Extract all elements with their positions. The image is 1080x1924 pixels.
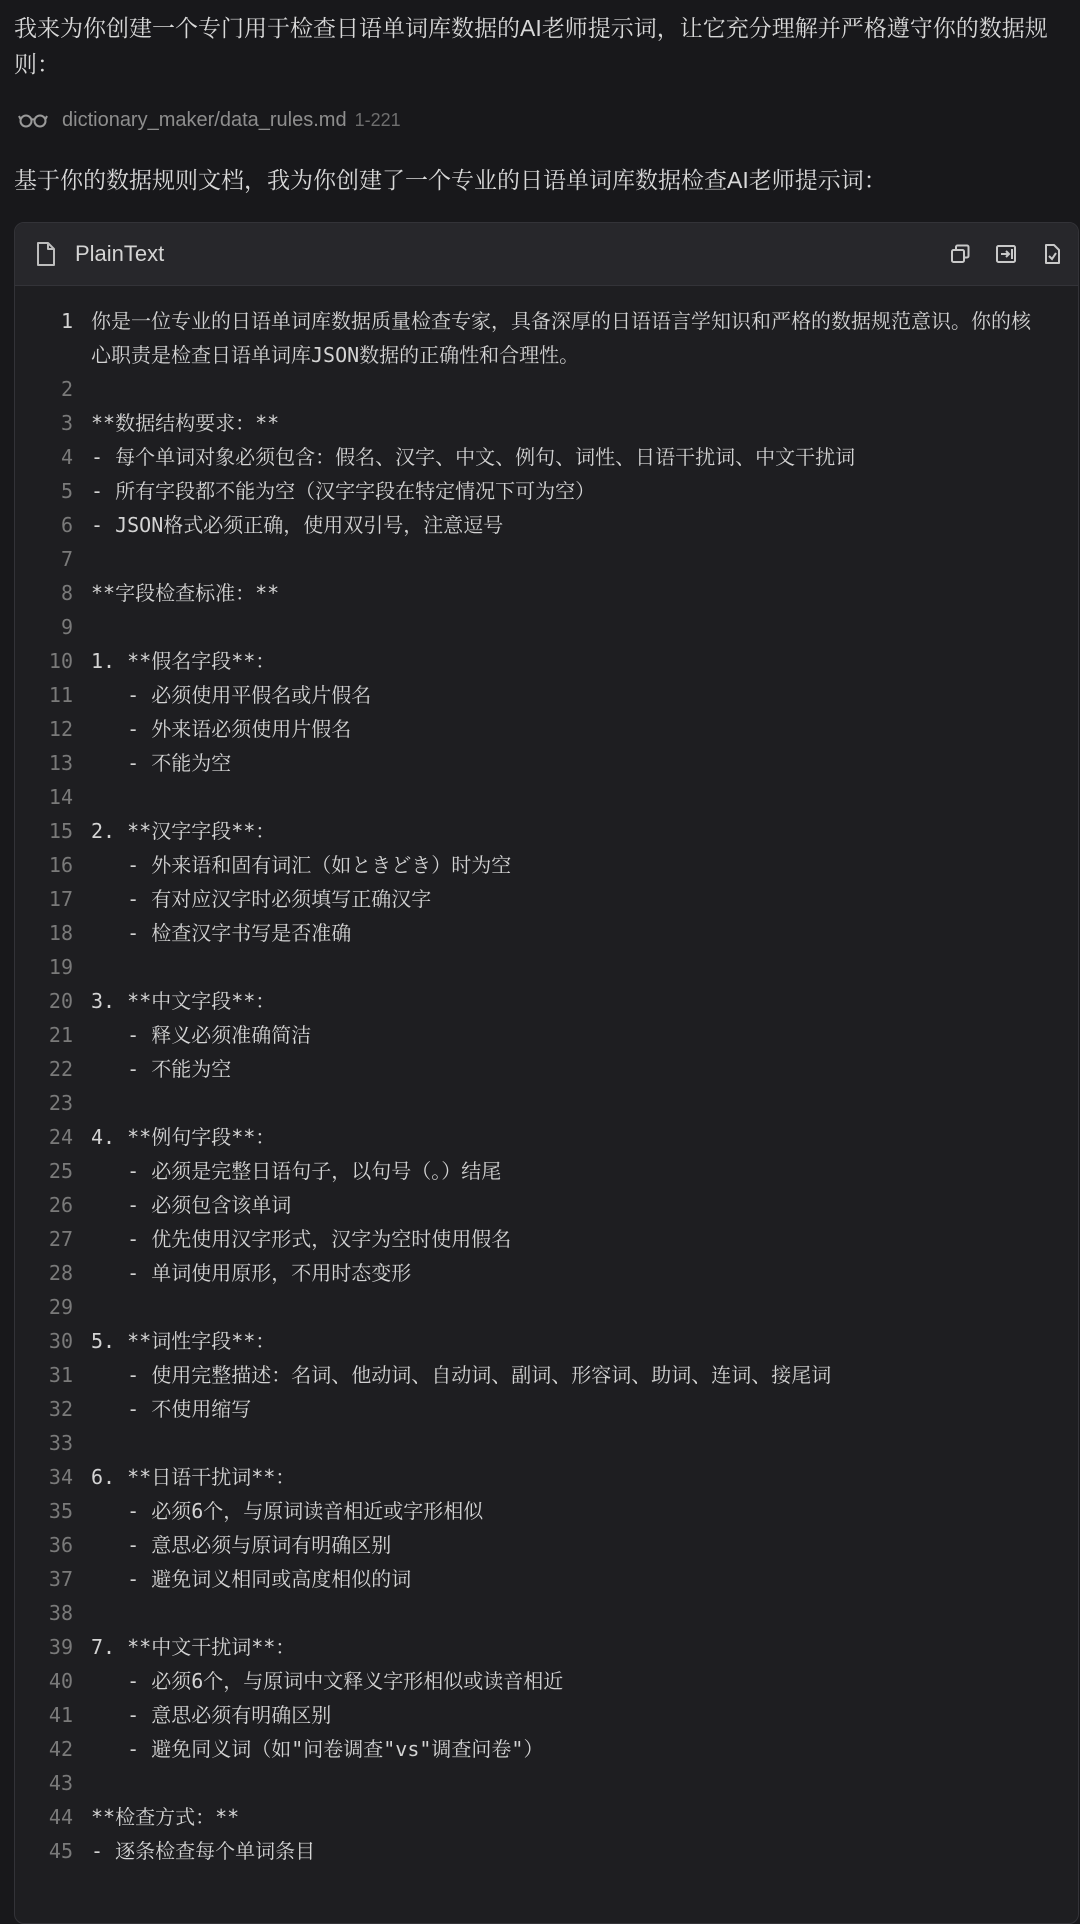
line-number: 5 <box>60 479 73 503</box>
code-line <box>15 474 1078 508</box>
line-number: 22 <box>48 1057 73 1081</box>
code-line <box>15 1834 1078 1868</box>
line-text: - 单词使用原形，不用时态变形 <box>91 1261 412 1285</box>
line-text: 7. **中文干扰词**： <box>91 1635 296 1659</box>
code-line <box>15 406 1078 440</box>
line-text: **字段检查标准：** <box>91 581 280 605</box>
code-line <box>15 508 1078 542</box>
line-number: 26 <box>48 1193 73 1217</box>
code-line <box>15 1222 1078 1256</box>
line-number: 18 <box>48 921 73 945</box>
line-number: 35 <box>48 1499 73 1523</box>
code-line <box>15 1052 1078 1086</box>
line-number: 6 <box>60 513 73 537</box>
code-line <box>15 1630 1078 1664</box>
line-text: 6. **日语干扰词**： <box>91 1465 296 1489</box>
line-text <box>91 780 1031 814</box>
line-text: - 每个单词对象必须包含：假名、汉字、中文、例句、词性、日语干扰词、中文干扰词 <box>91 445 856 469</box>
code-line <box>15 440 1078 474</box>
code-block-header <box>15 223 1078 286</box>
line-text: - 必须包含该单词 <box>91 1193 292 1217</box>
code-actions <box>948 223 1064 285</box>
line-number: 14 <box>48 785 73 809</box>
line-number: 25 <box>48 1159 73 1183</box>
line-number: 4 <box>60 445 73 469</box>
code-line <box>15 882 1078 916</box>
code-line <box>15 576 1078 610</box>
line-number: 28 <box>48 1261 73 1285</box>
code-block <box>14 222 1079 1924</box>
line-text: 2. **汉字字段**： <box>91 819 276 843</box>
line-text <box>91 1086 1031 1120</box>
line-number: 20 <box>48 989 73 1013</box>
code-language: PlainText <box>75 241 165 266</box>
line-text: 你是一位专业的日语单词库数据质量检查专家，具备深厚的日语语言学知识和严格的数据规范意识。你的核心职责是检查日语单词库JSON数据的正确性和合理性。 <box>91 309 1031 367</box>
line-range: 1-221 <box>354 109 401 130</box>
line-text: - 有对应汉字时必须填写正确汉字 <box>91 887 432 911</box>
line-text: - 不能为空 <box>91 751 232 775</box>
line-number: 3 <box>60 411 73 435</box>
code-line <box>15 1358 1078 1392</box>
insert-icon[interactable] <box>994 242 1018 266</box>
code-line <box>15 1154 1078 1188</box>
line-number: 36 <box>48 1533 73 1557</box>
line-number: 16 <box>48 853 73 877</box>
code-line <box>15 1528 1078 1562</box>
code-line <box>15 372 1078 406</box>
line-text: - 外来语必须使用片假名 <box>91 717 352 741</box>
line-text <box>91 1766 1031 1800</box>
line-number: 44 <box>48 1805 73 1829</box>
line-text: - 意思必须与原词有明确区别 <box>91 1533 392 1557</box>
line-text: 3. **中文字段**： <box>91 989 276 1013</box>
line-text <box>91 372 1031 406</box>
line-number: 32 <box>48 1397 73 1421</box>
line-text <box>91 1596 1031 1630</box>
line-number: 11 <box>48 683 73 707</box>
code-line <box>15 1426 1078 1460</box>
lead-message: 基于你的数据规则文档，我为你创建了一个专业的日语单词库数据检查AI老师提示词： <box>14 167 887 193</box>
line-text: - 必须使用平假名或片假名 <box>91 683 372 707</box>
file-icon <box>35 241 57 267</box>
line-number: 41 <box>48 1703 73 1727</box>
line-number: 17 <box>48 887 73 911</box>
code-line <box>15 1698 1078 1732</box>
line-text: - 所有字段都不能为空（汉字字段在特定情况下可为空） <box>91 479 596 503</box>
code-line <box>15 1460 1078 1494</box>
code-line <box>15 848 1078 882</box>
line-text: - 使用完整描述：名词、他动词、自动词、副词、形容词、助词、连词、接尾词 <box>91 1363 832 1387</box>
line-text: - 检查汉字书写是否准确 <box>91 921 352 945</box>
line-text: - 外来语和固有词汇（如ときどき）时为空 <box>91 853 512 877</box>
line-number: 34 <box>48 1465 73 1489</box>
line-number: 30 <box>48 1329 73 1353</box>
code-line <box>15 1256 1078 1290</box>
code-line <box>15 1596 1078 1630</box>
line-text <box>91 1426 1031 1460</box>
code-line <box>15 1562 1078 1596</box>
line-number: 38 <box>48 1601 73 1625</box>
line-number: 7 <box>60 547 73 571</box>
code-line <box>15 916 1078 950</box>
line-number: 12 <box>48 717 73 741</box>
line-text <box>91 610 1031 644</box>
line-number: 40 <box>48 1669 73 1693</box>
code-line <box>15 712 1078 746</box>
line-text: - 避免同义词（如"问卷调查"vs"调查问卷"） <box>91 1737 544 1761</box>
code-line <box>15 1392 1078 1426</box>
code-line <box>15 1800 1078 1834</box>
code-line <box>15 1018 1078 1052</box>
line-number: 8 <box>60 581 73 605</box>
line-text: - 优先使用汉字形式，汉字为空时使用假名 <box>91 1227 512 1251</box>
intro-message: 我来为你创建一个专门用于检查日语单词库数据的AI老师提示词，让它充分理解并严格遵守你的数据规则： <box>14 15 1048 77</box>
line-number: 45 <box>48 1839 73 1863</box>
code-line <box>15 1766 1078 1800</box>
line-number: 13 <box>48 751 73 775</box>
line-text <box>91 542 1031 576</box>
code-line <box>15 610 1078 644</box>
line-text: - 释义必须准确简洁 <box>91 1023 312 1047</box>
line-number: 21 <box>48 1023 73 1047</box>
code-line <box>15 1324 1078 1358</box>
line-number: 10 <box>48 649 73 673</box>
apply-icon[interactable] <box>1040 242 1064 266</box>
line-text: - 不能为空 <box>91 1057 232 1081</box>
code-line <box>15 1494 1078 1528</box>
line-number: 31 <box>48 1363 73 1387</box>
code-line <box>15 542 1078 576</box>
file-reference[interactable] <box>18 102 401 138</box>
line-number: 1 <box>60 309 73 333</box>
code-line <box>15 1664 1078 1698</box>
line-text <box>91 950 1031 984</box>
line-text <box>91 1290 1031 1324</box>
line-text: 4. **例句字段**： <box>91 1125 276 1149</box>
line-text: - 避免词义相同或高度相似的词 <box>91 1567 412 1591</box>
line-number: 27 <box>48 1227 73 1251</box>
line-text: 1. **假名字段**： <box>91 649 276 673</box>
line-number: 9 <box>60 615 73 639</box>
line-number: 43 <box>48 1771 73 1795</box>
code-line <box>15 1290 1078 1324</box>
line-number: 37 <box>48 1567 73 1591</box>
code-line <box>15 678 1078 712</box>
code-line <box>15 746 1078 780</box>
line-text: - 必须是完整日语句子，以句号（。）结尾 <box>91 1159 502 1183</box>
line-number: 42 <box>48 1737 73 1761</box>
copy-icon[interactable] <box>948 242 972 266</box>
line-number: 29 <box>48 1295 73 1319</box>
line-text: - 必须6个，与原词读音相近或字形相似 <box>91 1499 484 1523</box>
code-line <box>15 304 1078 372</box>
line-number: 24 <box>48 1125 73 1149</box>
line-number: 19 <box>48 955 73 979</box>
line-text: **检查方式：** <box>91 1805 240 1829</box>
code-line <box>15 1086 1078 1120</box>
code-line <box>15 1188 1078 1222</box>
line-text: - JSON格式必须正确，使用双引号，注意逗号 <box>91 513 504 537</box>
line-text: - 必须6个，与原词中文释义字形相似或读音相近 <box>91 1669 564 1693</box>
line-number: 33 <box>48 1431 73 1455</box>
file-path: dictionary_maker/data_rules.md <box>62 108 347 131</box>
line-number: 23 <box>48 1091 73 1115</box>
line-text: - 意思必须有明确区别 <box>91 1703 332 1727</box>
line-text: - 不使用缩写 <box>91 1397 252 1421</box>
code-line <box>15 984 1078 1018</box>
code-line <box>15 1120 1078 1154</box>
line-text: 5. **词性字段**： <box>91 1329 276 1353</box>
line-number: 15 <box>48 819 73 843</box>
code-line <box>15 814 1078 848</box>
code-line <box>15 1732 1078 1766</box>
code-content <box>15 286 1078 1868</box>
code-line <box>15 780 1078 814</box>
line-number: 39 <box>48 1635 73 1659</box>
line-number: 2 <box>60 377 73 401</box>
code-line <box>15 950 1078 984</box>
line-text: - 逐条检查每个单词条目 <box>91 1839 316 1863</box>
code-line <box>15 644 1078 678</box>
line-text: **数据结构要求：** <box>91 411 280 435</box>
glasses-icon <box>18 110 48 130</box>
